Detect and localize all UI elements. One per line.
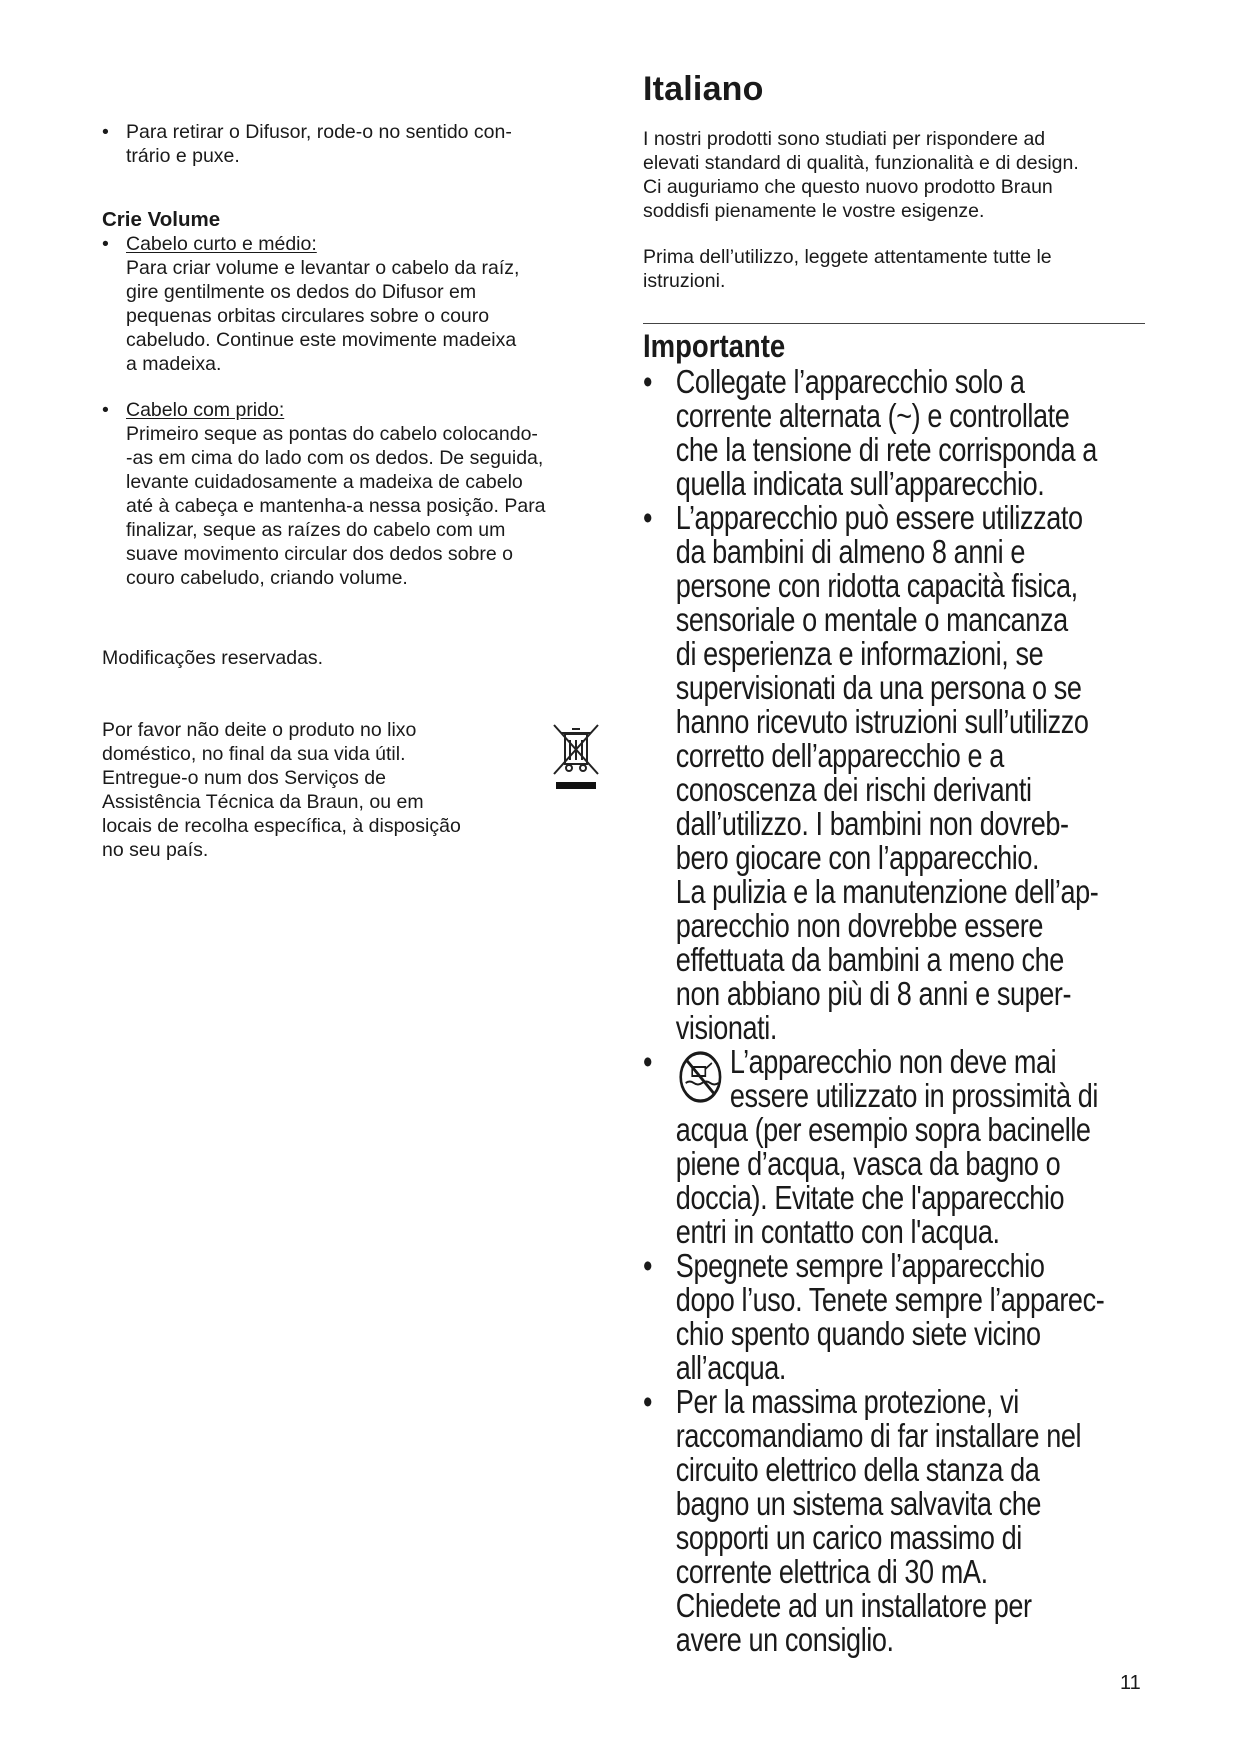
- short-hair-line-1: Para criar volume e levantar o cabelo da raíz,: [126, 257, 520, 279]
- no-water-icon: [676, 1049, 727, 1105]
- item2-line: effettuata da bambini a meno che: [675, 941, 1064, 978]
- disposal-line-3: Entregue-o num dos Serviços de: [102, 767, 386, 789]
- bullet: •: [643, 1043, 653, 1080]
- item5-line: avere un consiglio.: [675, 1621, 894, 1658]
- item5-line: circuito elettrico della stanza da: [675, 1451, 1040, 1488]
- diffuser-line-2: trário e puxe.: [126, 145, 240, 167]
- item2-line: dall’utilizzo. I bambini non dovreb-: [675, 805, 1069, 842]
- bullet: •: [643, 1247, 653, 1284]
- long-hair-line-7: couro cabeludo, criando volume.: [126, 567, 408, 589]
- item1-line: che la tensione di rete corrisponda a: [675, 431, 1097, 468]
- disposal-line-5: locais de recolha específica, à disposição: [102, 815, 461, 837]
- item1-line: Collegate l’apparecchio solo a: [675, 363, 1025, 400]
- bullet: •: [102, 233, 109, 255]
- bullet: •: [643, 1383, 653, 1420]
- diffuser-line-1: Para retirar o Difusor, rode-o no sentido con-: [126, 121, 512, 143]
- long-hair-line-3: levante cuidadosamente a madeixa de cabelo: [126, 471, 523, 493]
- section-divider: [643, 323, 1145, 324]
- item2-line: visionati.: [675, 1009, 777, 1046]
- item5-line: corrente elettrica di 30 mA.: [675, 1553, 988, 1590]
- volume-heading: Crie Volume: [102, 208, 221, 231]
- long-hair-line-2: -as em cima do lado com os dedos. De seguida,: [126, 447, 544, 469]
- important-item-2: [643, 501, 1143, 1045]
- read-instructions-paragraph: [643, 245, 1143, 293]
- long-hair-line-5: finalizar, seque as raízes do cabelo com um: [126, 519, 506, 541]
- item1-line: corrente alternata (~) e controllate: [675, 397, 1070, 434]
- disposal-text: [102, 718, 522, 862]
- modifications-note: Modificações reservadas.: [102, 647, 324, 669]
- bullet: •: [643, 499, 653, 536]
- long-hair-section: [102, 398, 607, 590]
- item2-line: hanno ricevuto istruzioni sull’utilizzo: [675, 703, 1089, 740]
- intro-text: [643, 127, 1143, 293]
- item2-line: parecchio non dovrebbe essere: [675, 907, 1044, 944]
- disposal-section: [102, 718, 607, 862]
- disposal-line-1: Por favor não deite o produto no lixo: [102, 719, 417, 741]
- important-list: [643, 365, 1143, 1657]
- item5-line: bagno un sistema salvavita che: [675, 1485, 1042, 1522]
- important-item-5: [643, 1385, 1143, 1657]
- left-column: [102, 120, 607, 862]
- item5-line: sopporti un carico massimo di: [675, 1519, 1022, 1556]
- item2-line: sensoriale o mentale o mancanza: [675, 601, 1068, 638]
- item2-line: non abbiano più di 8 anni e super-: [675, 975, 1072, 1012]
- item2-line: corretto dell’apparecchio e a: [675, 737, 1004, 774]
- item5-line: Per la massima protezione, vi: [675, 1383, 1019, 1420]
- long-hair-line-1: Primeiro seque as pontas do cabelo colocando-: [126, 423, 538, 445]
- long-hair-line-4: até à cabeça e mantenha-a nessa posição. Para: [126, 495, 546, 517]
- short-hair-line-5: a madeixa.: [126, 353, 222, 375]
- item1-line: quella indicata sull’apparecchio.: [675, 465, 1045, 502]
- item2-line: L’apparecchio può essere utilizzato: [675, 499, 1083, 536]
- crossed-bin-icon: [550, 722, 602, 794]
- intro-line-3: Ci auguriamo che questo nuovo prodotto Braun: [643, 176, 1053, 198]
- disposal-line-4: Assistência Técnica da Braun, ou em: [102, 791, 424, 813]
- item4-line: dopo l’uso. Tenete sempre l’apparec-: [675, 1281, 1105, 1318]
- item3-line: essere utilizzato in prossimità di: [729, 1077, 1098, 1114]
- item2-line: persone con ridotta capacità fisica,: [675, 567, 1078, 604]
- item5-line: raccomandiamo di far installare nel: [675, 1417, 1082, 1454]
- section-title: Italiano: [643, 70, 764, 108]
- item3-line: doccia). Evitate che l'apparecchio: [675, 1179, 1065, 1216]
- long-hair-label: Cabelo com prido:: [126, 399, 285, 421]
- item2-line: bero giocare con l’apparecchio.: [675, 839, 1040, 876]
- important-item-3: [643, 1045, 1143, 1249]
- important-item-4: [643, 1249, 1143, 1385]
- bullet: •: [102, 121, 109, 143]
- item3-line: entri in contatto con l'acqua.: [675, 1213, 1000, 1250]
- intro-paragraph: [643, 127, 1143, 223]
- read-line-2: istruzioni.: [643, 270, 726, 292]
- item4-line: all’acqua.: [675, 1349, 787, 1386]
- short-hair-line-2: gire gentilmente os dedos do Difusor em: [126, 281, 477, 303]
- item2-line: conoscenza dei rischi derivanti: [675, 771, 1032, 808]
- disposal-line-2: doméstico, no final da sua vida útil.: [102, 743, 406, 765]
- short-hair-label: Cabelo curto e médio:: [126, 233, 317, 255]
- item2-line: di esperienza e informazioni, se: [675, 635, 1044, 672]
- item3-line: L’apparecchio non deve mai: [729, 1043, 1057, 1080]
- intro-line-2: elevati standard di qualità, funzionalità e di design.: [643, 152, 1079, 174]
- short-hair-section: [102, 232, 607, 376]
- important-heading: Importante: [643, 328, 786, 364]
- short-hair-line-4: cabeludo. Continue este movimente madeixa: [126, 329, 517, 351]
- item4-line: chio spento quando siete vicino: [675, 1315, 1041, 1352]
- item4-line: Spegnete sempre l’apparecchio: [675, 1247, 1045, 1284]
- item2-line: da bambini di almeno 8 anni e: [675, 533, 1025, 570]
- item3-line: acqua (per esempio sopra bacinelle: [675, 1111, 1091, 1148]
- disposal-line-6: no seu país.: [102, 839, 209, 861]
- diffuser-removal-note: [102, 120, 607, 168]
- short-hair-line-3: pequenas orbitas circulares sobre o couro: [126, 305, 490, 327]
- long-hair-line-6: suave movimento circular dos dedos sobre o: [126, 543, 513, 565]
- important-item-1: [643, 365, 1143, 501]
- item2-line: supervisionati da una persona o se: [675, 669, 1082, 706]
- item2-line: La pulizia e la manutenzione dell’ap-: [675, 873, 1099, 910]
- intro-line-1: I nostri prodotti sono studiati per rispondere ad: [643, 128, 1046, 150]
- read-line-1: Prima dell’utilizzo, leggete attentamente tutte le: [643, 246, 1052, 268]
- page-number: 11: [1120, 1672, 1141, 1694]
- right-column: [643, 70, 1143, 1657]
- intro-line-4: soddisfi pienamente le vostre esigenze.: [643, 200, 985, 222]
- item3-line: piene d’acqua, vasca da bagno o: [675, 1145, 1061, 1182]
- bullet: •: [102, 399, 109, 421]
- item5-line: Chiedete ad un installatore per: [675, 1587, 1032, 1624]
- bullet: •: [643, 363, 653, 400]
